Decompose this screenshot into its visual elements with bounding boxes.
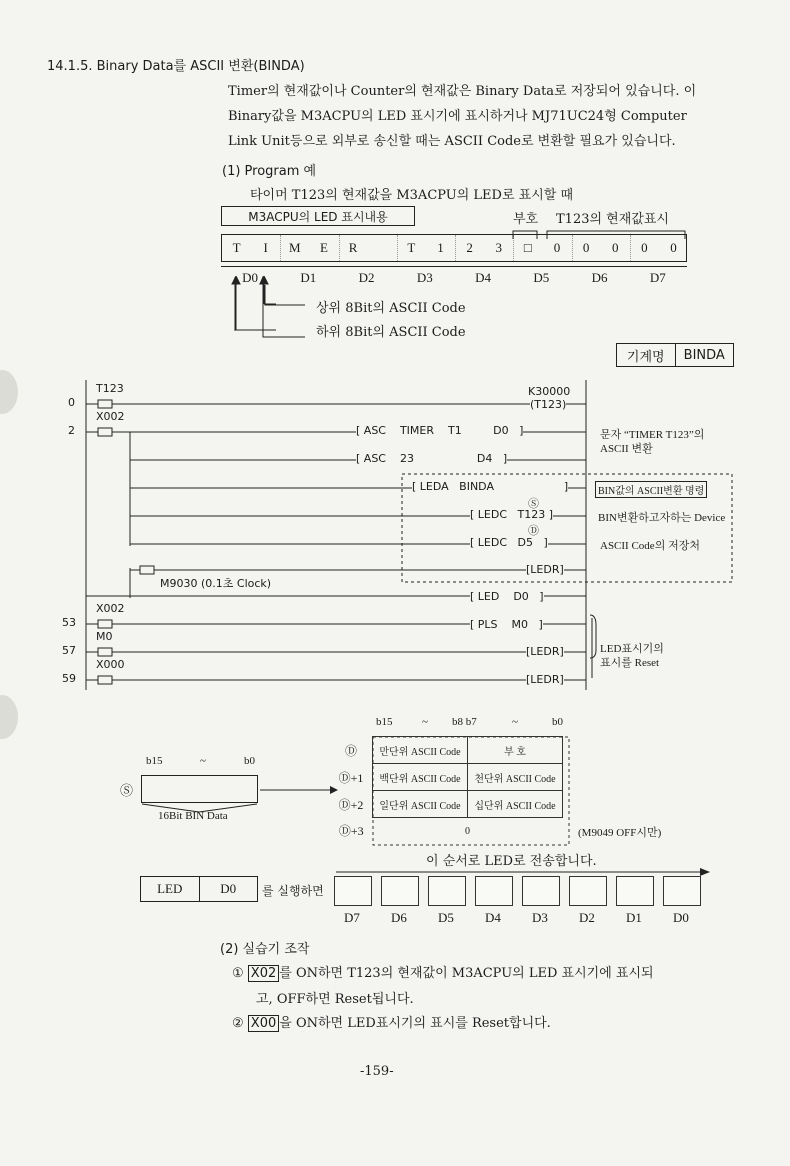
item1-text: 를 ON하면 T123의 현재값이 M3ACPU의 LED 표시기에 표시되: [279, 966, 654, 981]
src-arrow: [260, 783, 340, 797]
src-b0: b0: [244, 755, 255, 767]
m9049-note: (M9049 OFF시만): [578, 827, 662, 839]
practice-heading: (2) 실습기 조작: [220, 942, 310, 957]
led-command-box: [140, 876, 258, 902]
led-device-label: D2: [338, 266, 396, 289]
led-char: 0: [582, 240, 590, 255]
upper-8bit-note: 상위 8Bit의 ASCII Code: [316, 301, 466, 316]
ascii-device: Ⓓ+3: [338, 824, 364, 839]
instr-ledr-2: [LEDR]: [526, 645, 564, 658]
contact-x002: X002: [96, 410, 125, 423]
item1-key: X02: [248, 965, 279, 982]
led-device-label: D4: [454, 266, 512, 289]
led-device-label: D5: [512, 266, 570, 289]
contact-x002-b: X002: [96, 602, 125, 615]
led-transfer-order-label: D1: [626, 910, 642, 925]
src-s-mark: Ⓢ: [120, 784, 134, 799]
led-char: 0: [601, 235, 631, 261]
ascii-low: 부 호: [468, 737, 563, 764]
led-device-label: D7: [629, 266, 687, 289]
led-transfer-cell: [334, 876, 372, 906]
instr-led-d0: [ LED D0 ]: [470, 590, 544, 603]
led-transfer-cells: [334, 876, 714, 906]
bit-b0: b0: [552, 716, 563, 728]
led-transfer-order-label: D3: [532, 910, 548, 925]
instr-leda-binda: [ LEDA BINDA ]: [412, 480, 569, 493]
item1-number: ①: [232, 966, 244, 981]
led-transfer-cell: [663, 876, 701, 906]
instr-ledc-t123: [ LEDC T123 ]: [470, 508, 554, 521]
bit-b15: b15: [376, 716, 393, 728]
led-char: E: [309, 235, 339, 261]
instruction-label: 기계명: [617, 344, 676, 366]
item2-number: ②: [232, 1016, 244, 1031]
ascii-high: 백단위 ASCII Code: [373, 764, 468, 791]
practice-item-1-cont: 고, OFF하면 Reset됩니다.: [256, 992, 414, 1007]
arrow-lines: [228, 276, 288, 346]
led-char: 1: [426, 235, 456, 261]
led-transfer-order: [334, 910, 714, 928]
page-number: -159-: [360, 1064, 394, 1079]
led-transfer-cell: [381, 876, 419, 906]
led-char: 3: [484, 235, 514, 261]
binder-hole: [0, 695, 18, 739]
led-char: 2: [466, 240, 473, 255]
led-display-label: M3ACPU의 LED 표시내용: [221, 206, 415, 226]
instruction-name-box: [616, 343, 734, 367]
ascii-device: Ⓓ+2: [338, 797, 364, 812]
item2-text: 을 ON하면 LED표시기의 표시를 Reset합니다.: [279, 1016, 551, 1031]
practice-item-1: [232, 962, 654, 981]
contact-m9030: M9030 (0.1초 Clock): [160, 577, 272, 590]
src-bin-box: [141, 775, 258, 803]
step-0: 0: [68, 396, 75, 409]
led-char: □: [523, 240, 532, 255]
comment-ascii-2: ASCII 변환: [600, 443, 653, 455]
led-transfer-order-label: D5: [438, 910, 454, 925]
instr-asc-23: [ ASC 23 D4 ]: [356, 452, 508, 465]
lower-8bit-note: 하위 8Bit의 ASCII Code: [316, 325, 466, 340]
contact-x000: X000: [96, 658, 125, 671]
item2-key: X00: [248, 1015, 279, 1032]
ascii-high: 만단위 ASCII Code: [373, 737, 468, 764]
dashed-frame: [372, 736, 572, 848]
led-char: T: [407, 240, 416, 255]
contact-t123: T123: [96, 382, 124, 395]
step-2: 2: [68, 424, 75, 437]
led-cmd: LED: [141, 877, 200, 901]
intro-line-3: Link Unit등으로 외부로 송신할 때는 ASCII Code로 변환할 필요가 있습니다.: [228, 134, 676, 149]
value-label: T123의 현재값표시: [556, 212, 669, 227]
led-device-label: D1: [279, 266, 337, 289]
led-transfer-cell: [616, 876, 654, 906]
ascii-zero: 0: [465, 825, 470, 837]
transfer-caption: 이 순서로 LED로 전송합니다.: [426, 854, 597, 869]
src-caption: 16Bit BIN Data: [158, 810, 228, 822]
instruction-name: BINDA: [683, 347, 725, 363]
comment-ascii-1: 문자 “TIMER T123”의: [600, 429, 705, 441]
led-device-label: D0: [221, 266, 279, 289]
led-transfer-order-label: D4: [485, 910, 501, 925]
led-exec-text: 를 실행하면: [262, 884, 324, 898]
sign-label: 부호: [513, 212, 539, 227]
practice-item-2: [232, 1012, 551, 1031]
led-char: 0: [542, 235, 572, 261]
program-desc: 타이머 T123의 현재값을 M3ACPU의 LED로 표시할 때: [250, 188, 574, 203]
comment-reset-1: LED표시기의: [600, 643, 664, 655]
program-heading: (1) Program 예: [222, 164, 317, 179]
led-char: T: [232, 240, 241, 255]
ascii-device: Ⓓ: [344, 743, 357, 758]
ascii-high: 일단위 ASCII Code: [373, 791, 468, 818]
ascii-low: 천단위 ASCII Code: [468, 764, 563, 791]
led-transfer-order-label: D0: [673, 910, 689, 925]
instr-ledr-1: [LEDR]: [526, 563, 564, 576]
bit-tilde-2: ~: [512, 716, 518, 728]
bit-b8-b7: b8 b7: [452, 716, 477, 728]
led-char: 0: [641, 240, 648, 255]
led-transfer-cell: [475, 876, 513, 906]
led-transfer-order-label: D6: [391, 910, 407, 925]
led-char: 0: [670, 240, 677, 255]
comment-device-src: BIN변환하고자하는 Device: [598, 512, 726, 524]
led-char: M: [289, 240, 301, 255]
led-transfer-cell: [428, 876, 466, 906]
src-b15: b15: [146, 755, 163, 767]
instr-pls-m0: [ PLS M0 ]: [470, 618, 543, 631]
step-53: 53: [62, 616, 76, 629]
timer-k-value: K30000: [528, 385, 571, 398]
ascii-low: 십단위 ASCII Code: [468, 791, 563, 818]
led-transfer-cell: [569, 876, 607, 906]
instr-ledc-d5: [ LEDC D5 ]: [470, 536, 548, 549]
ascii-device: Ⓓ+1: [338, 770, 364, 785]
comment-device-dst: ASCII Code의 저장처: [600, 540, 700, 552]
led-transfer-order-label: D7: [344, 910, 360, 925]
led-device-label: D3: [396, 266, 454, 289]
section-title: 14.1.5. Binary Data를 ASCII 변환(BINDA): [47, 59, 305, 74]
step-59: 59: [62, 672, 76, 685]
led-char: I: [251, 235, 281, 261]
d-mark: Ⓓ: [528, 524, 539, 537]
led-device-label: D6: [571, 266, 629, 289]
intro-line-2: Binary값을 M3ACPU의 LED 표시기에 표시하거나 MJ71UC24형 Computer: [228, 109, 687, 124]
led-transfer-order-label: D2: [579, 910, 595, 925]
comment-reset-2: 표시를 Reset: [600, 657, 660, 669]
instr-asc-timer: [ ASC TIMER T1 D0 ]: [356, 424, 524, 437]
contact-m0: M0: [96, 630, 113, 643]
bit-tilde-1: ~: [422, 716, 428, 728]
instr-ledr-3: [LEDR]: [526, 673, 564, 686]
step-57: 57: [62, 644, 76, 657]
led-transfer-cell: [522, 876, 560, 906]
s-mark: Ⓢ: [528, 497, 539, 510]
timer-coil: (T123): [530, 398, 567, 411]
src-tilde: ~: [200, 755, 206, 767]
comment-binda-cmd: BIN값의 ASCII변환 명령: [595, 481, 707, 498]
led-arg: D0: [220, 881, 237, 896]
led-char: R: [348, 240, 358, 255]
intro-line-1: Timer의 현재값이나 Counter의 현재값은 Binary Data로 저장되어 있습니다. 이: [228, 84, 697, 99]
